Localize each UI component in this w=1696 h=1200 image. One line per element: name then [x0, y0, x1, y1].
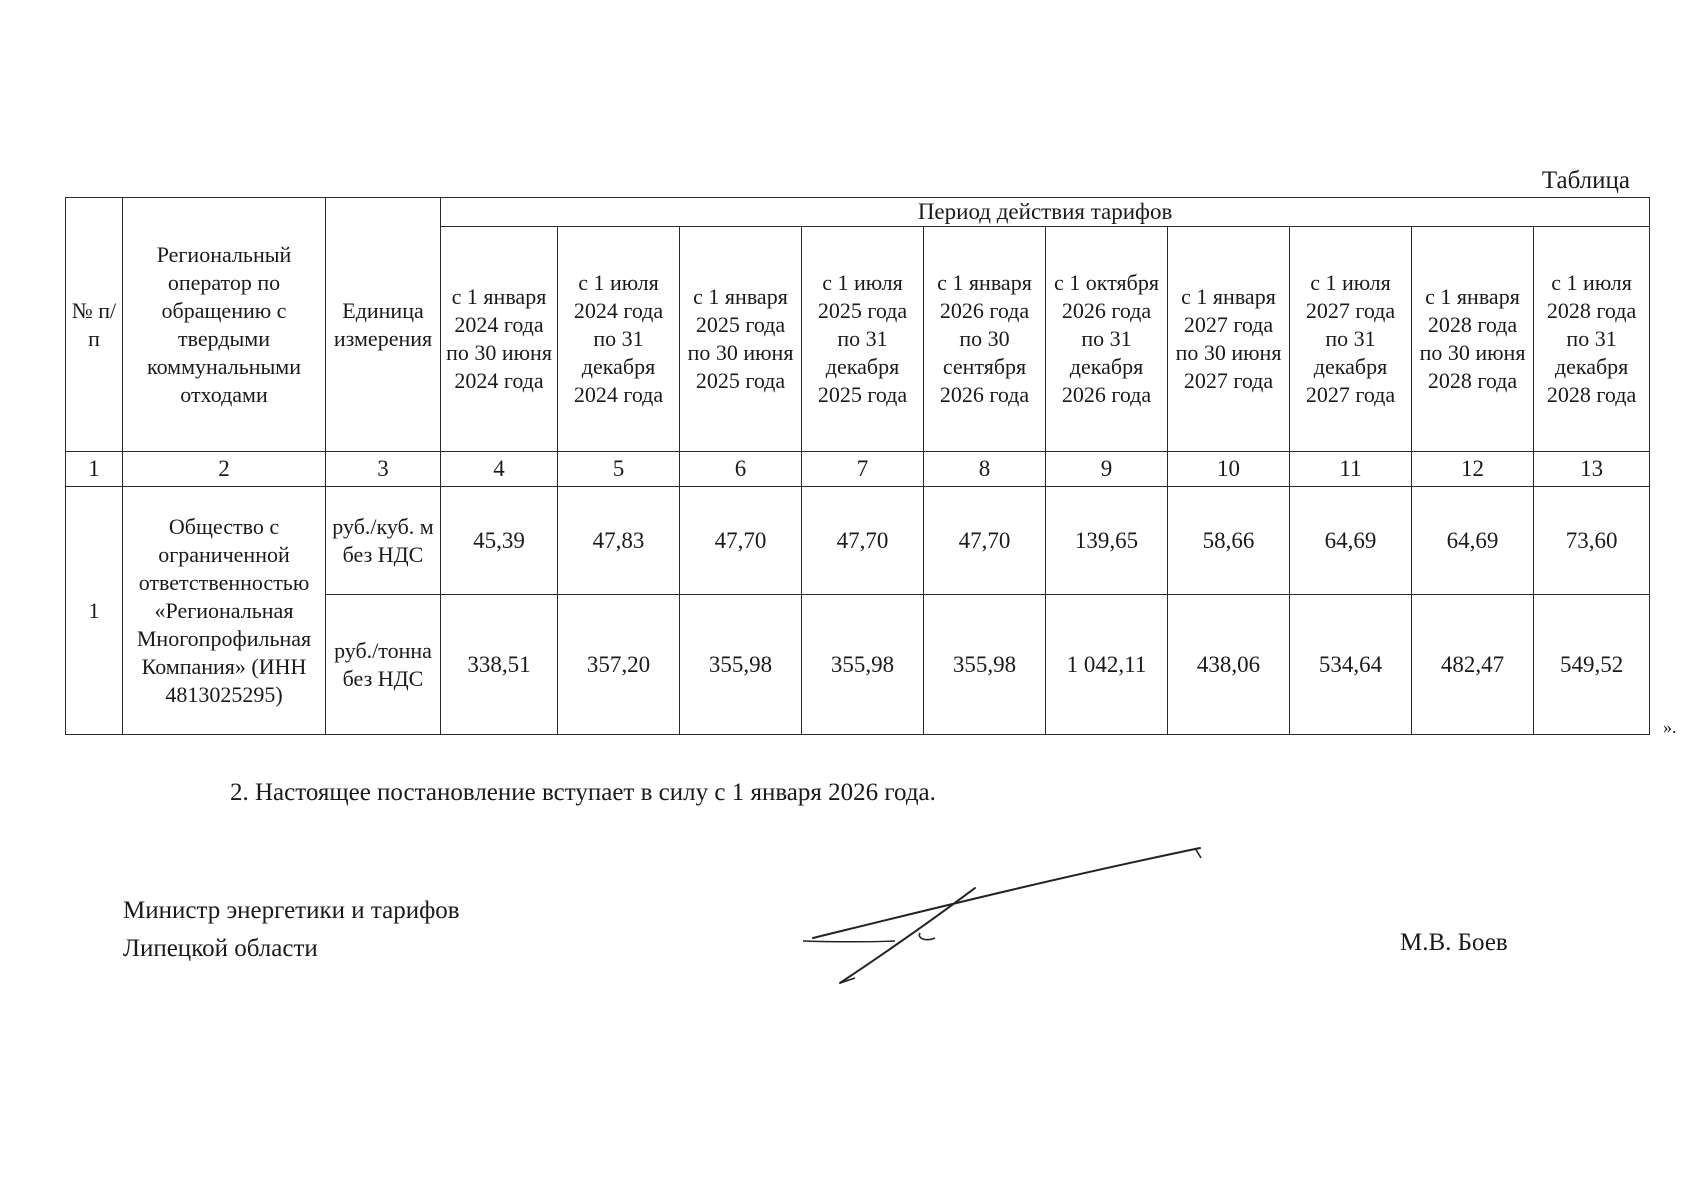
tariff-table — [65, 197, 1650, 735]
tariff-value: 549,52 — [1534, 595, 1650, 735]
signatory-name: М.В. Боев — [1400, 929, 1508, 956]
tariff-value: 355,98 — [802, 595, 924, 735]
column-number: 10 — [1168, 452, 1290, 487]
tariff-value: 357,20 — [558, 595, 680, 735]
tariff-value: 438,06 — [1168, 595, 1290, 735]
row-unit: руб./тонна без НДС — [326, 595, 441, 735]
column-number: 1 — [66, 452, 123, 487]
tariff-value: 1 042,11 — [1046, 595, 1168, 735]
tariff-value: 355,98 — [680, 595, 802, 735]
period-header: с 1 июля 2025 года по 31 декабря 2025 года — [802, 227, 924, 452]
header-unit: Единица измерения — [326, 198, 441, 452]
header-operator: Региональный оператор по обращению с твердыми коммунальными отходами — [123, 198, 326, 452]
header-num: № п/п — [66, 198, 123, 452]
header-row — [66, 198, 1650, 227]
row-num: 1 — [66, 487, 123, 735]
tariff-value: 47,70 — [802, 487, 924, 595]
column-number: 3 — [326, 452, 441, 487]
tariff-value: 64,69 — [1412, 487, 1534, 595]
clause-2: 2. Настоящее постановление вступает в силу с 1 января 2026 года. — [230, 779, 936, 806]
tariff-value: 73,60 — [1534, 487, 1650, 595]
signatory-position-line2: Липецкой области — [123, 935, 318, 962]
column-number: 7 — [802, 452, 924, 487]
period-header: с 1 октября 2026 года по 31 декабря 2026 года — [1046, 227, 1168, 452]
period-header: с 1 июля 2024 года по 31 декабря 2024 года — [558, 227, 680, 452]
column-number: 8 — [924, 452, 1046, 487]
column-number: 9 — [1046, 452, 1168, 487]
row-unit: руб./куб. м без НДС — [326, 487, 441, 595]
tariff-value: 482,47 — [1412, 595, 1534, 735]
signatory-position-line1: Министр энергетики и тарифов — [123, 897, 460, 924]
column-number: 12 — [1412, 452, 1534, 487]
row-operator: Общество с ограниченной ответственностью «Региональная Многопрофильная Компания» (ИНН 4813025295) — [123, 487, 326, 735]
period-header: с 1 июля 2027 года по 31 декабря 2027 года — [1290, 227, 1412, 452]
tariff-value: 338,51 — [441, 595, 558, 735]
column-number: 11 — [1290, 452, 1412, 487]
column-number: 2 — [123, 452, 326, 487]
signatory-position — [123, 892, 460, 968]
closing-quote: ». — [1663, 717, 1677, 737]
tariff-value: 58,66 — [1168, 487, 1290, 595]
tariff-value: 47,70 — [680, 487, 802, 595]
table-caption: Таблица — [1541, 167, 1630, 194]
column-number: 5 — [558, 452, 680, 487]
period-header: с 1 января 2026 года по 30 сентября 2026 года — [924, 227, 1046, 452]
period-header: с 1 января 2028 года по 30 июня 2028 года — [1412, 227, 1534, 452]
tariff-value: 64,69 — [1290, 487, 1412, 595]
table-row — [66, 487, 1650, 595]
tariff-value: 45,39 — [441, 487, 558, 595]
tariff-value: 534,64 — [1290, 595, 1412, 735]
period-header: с 1 января 2025 года по 30 июня 2025 года — [680, 227, 802, 452]
tariff-value: 47,70 — [924, 487, 1046, 595]
column-number: 6 — [680, 452, 802, 487]
tariff-value: 355,98 — [924, 595, 1046, 735]
header-period: Период действия тарифов — [441, 198, 1650, 227]
handwritten-signature — [795, 838, 1215, 988]
column-number: 13 — [1534, 452, 1650, 487]
period-header: с 1 июля 2028 года по 31 декабря 2028 года — [1534, 227, 1650, 452]
period-header: с 1 января 2024 года по 30 июня 2024 года — [441, 227, 558, 452]
period-header: с 1 января 2027 года по 30 июня 2027 года — [1168, 227, 1290, 452]
column-number-row — [66, 452, 1650, 487]
tariff-value: 47,83 — [558, 487, 680, 595]
column-number: 4 — [441, 452, 558, 487]
tariff-value: 139,65 — [1046, 487, 1168, 595]
